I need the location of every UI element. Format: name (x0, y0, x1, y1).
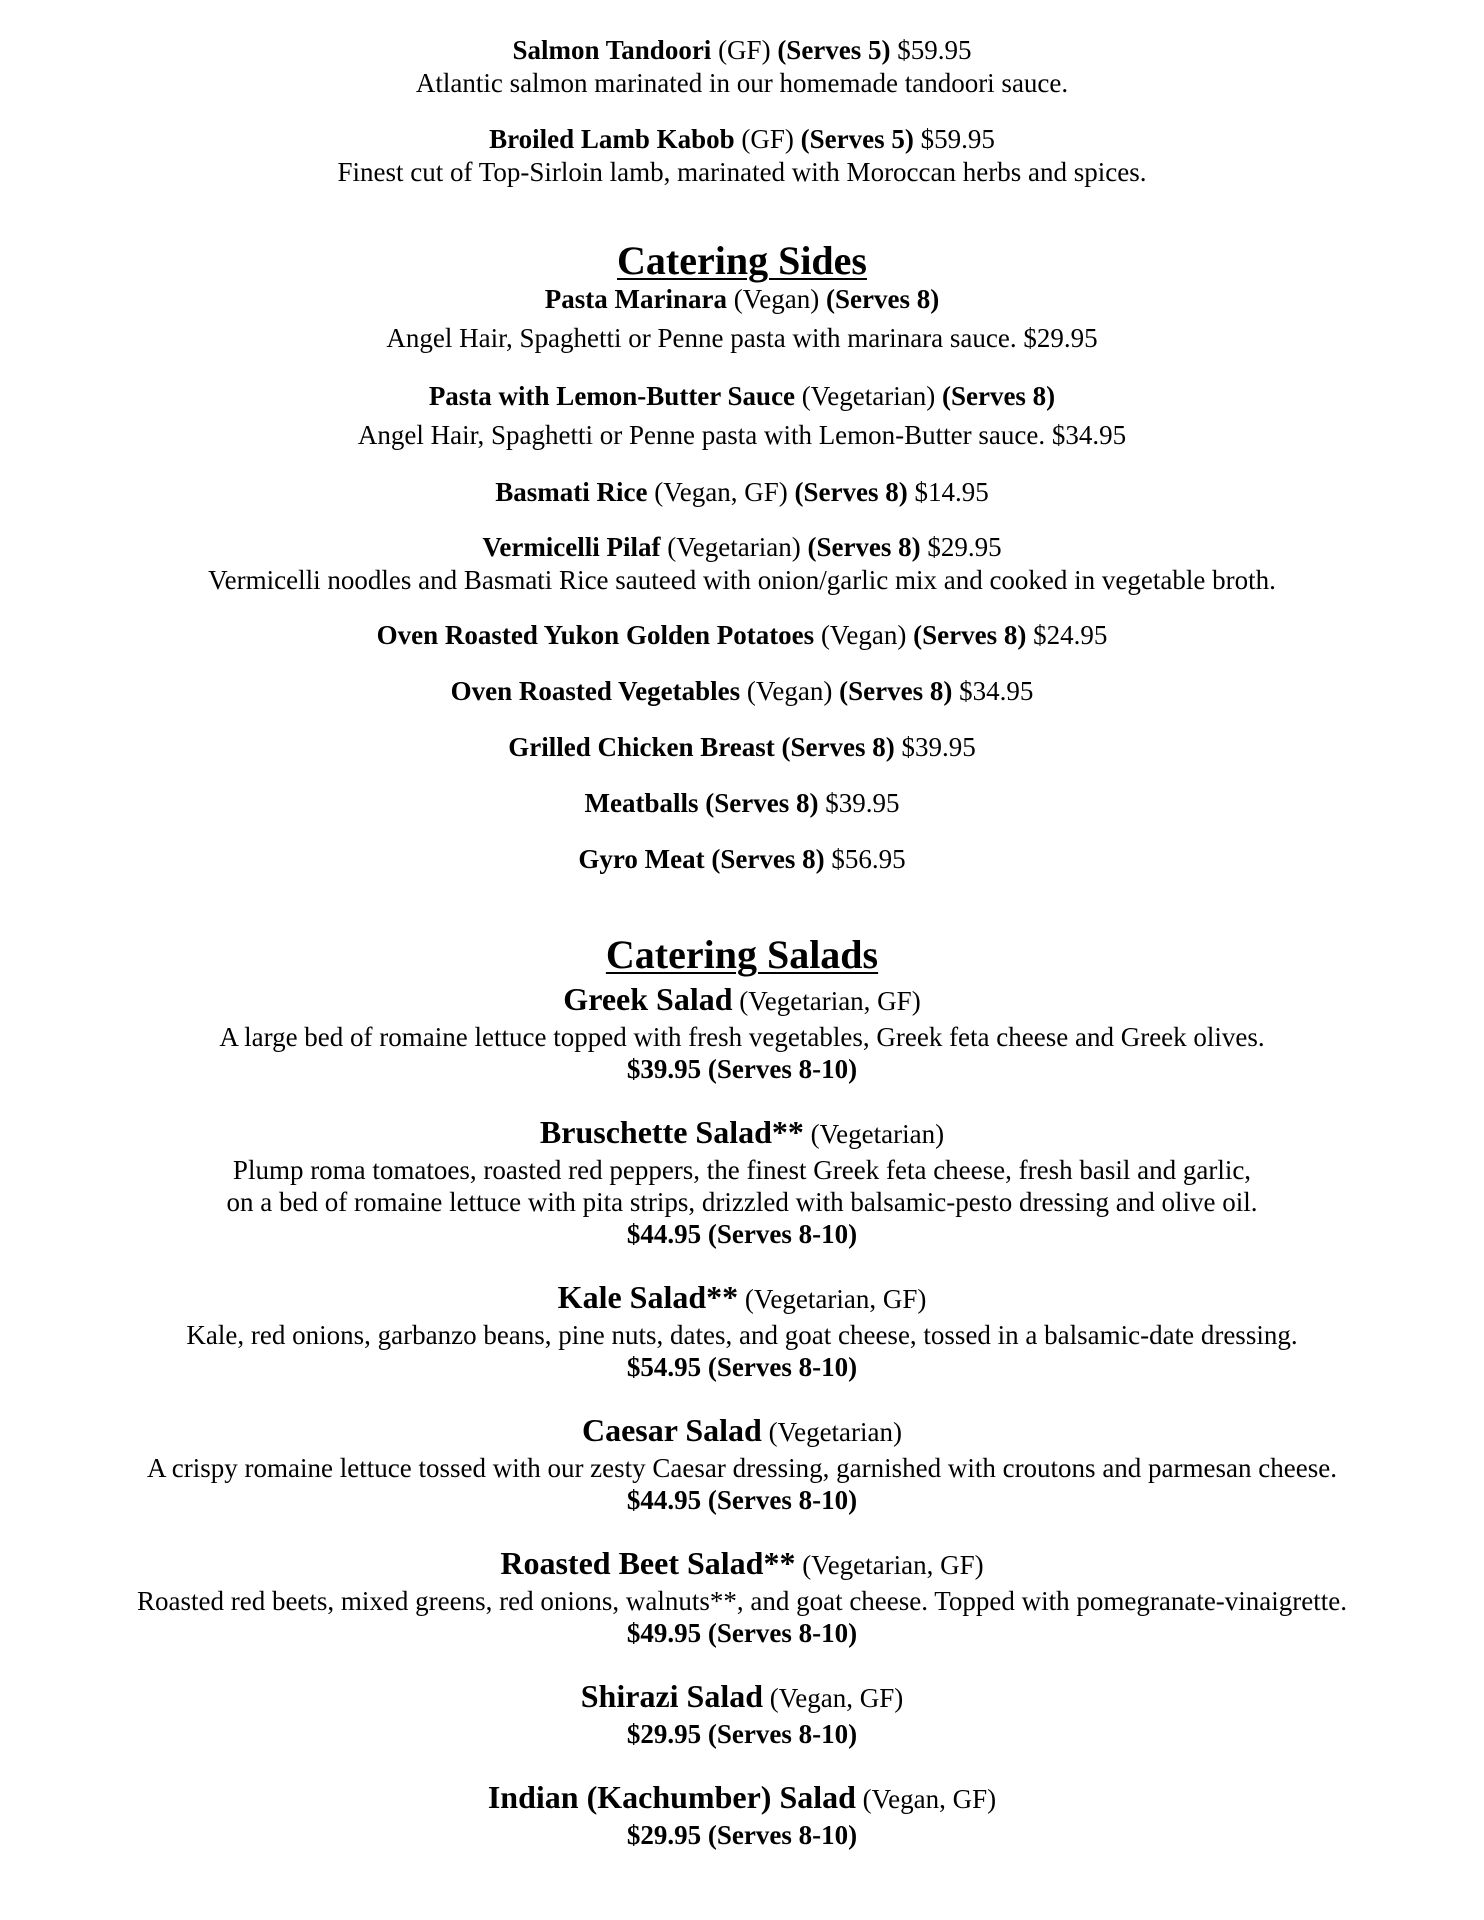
menu-item (0, 1112, 1484, 1250)
item-tags: (Vegan) (740, 676, 840, 706)
item-tags: (Vegan, GF) (647, 477, 795, 507)
menu-item (0, 731, 1484, 764)
item-description: Finest cut of Top-Sirloin lamb, marinated with Moroccan herbs and spices. (337, 157, 1147, 187)
item-serves: (Serves 8) (941, 381, 1056, 411)
item-serves: (Serves 8) (794, 477, 908, 507)
item-description: Atlantic salmon marinated in our homemade tandoori sauce. (415, 68, 1069, 98)
menu-item (0, 675, 1484, 708)
item-price: $54.95 (Serves 8-10) (626, 1352, 858, 1382)
item-serves: (Serves 5) (800, 124, 914, 154)
item-name: Oven Roasted Vegetables (450, 676, 741, 706)
menu-item (0, 123, 1484, 189)
item-price: $29.95 (Serves 8-10) (626, 1719, 858, 1749)
item-price: $34.95 (952, 676, 1034, 706)
item-price: $49.95 (Serves 8-10) (626, 1618, 858, 1648)
item-price: $44.95 (Serves 8-10) (626, 1485, 858, 1515)
item-serves: (Serves 8) (839, 676, 953, 706)
item-name: Grilled Chicken Breast (508, 732, 775, 762)
item-name: Greek Salad (563, 981, 733, 1017)
catering-sides-section (0, 237, 1484, 876)
item-serves: (Serves 8) (705, 788, 819, 818)
item-tags: (Vegetarian, GF) (795, 1550, 984, 1580)
item-name: Roasted Beet Salad** (500, 1545, 796, 1581)
item-description: Angel Hair, Spaghetti or Penne pasta with Lemon-Butter sauce. $34.95 (357, 420, 1127, 450)
item-description: Angel Hair, Spaghetti or Penne pasta with marinara sauce. $29.95 (386, 323, 1098, 353)
section-heading: Catering Sides (617, 238, 867, 283)
item-tags: (Vegetarian) (761, 1417, 903, 1447)
item-tags: (Vegetarian) (803, 1119, 945, 1149)
item-serves: (Serves 8) (807, 532, 921, 562)
item-name: Indian (Kachumber) Salad (487, 1779, 856, 1815)
item-price: $44.95 (Serves 8-10) (626, 1219, 858, 1249)
item-price: $29.95 (Serves 8-10) (626, 1820, 858, 1850)
item-serves: (Serves 8) (711, 844, 825, 874)
menu-item (0, 283, 1484, 355)
menu-item (0, 843, 1484, 876)
item-tags (775, 732, 782, 762)
item-price: $14.95 (907, 477, 989, 507)
menu-item (0, 1777, 1484, 1851)
item-name: Broiled Lamb Kabob (489, 124, 735, 154)
menu-item (0, 531, 1484, 597)
item-tags: (Vegan) (814, 620, 914, 650)
item-tags: (GF) (711, 35, 778, 65)
item-name: Bruschette Salad** (539, 1114, 804, 1150)
item-name: Vermicelli Pilaf (482, 532, 661, 562)
item-name: Gyro Meat (578, 844, 705, 874)
item-tags: (Vegan, GF) (763, 1683, 904, 1713)
section-heading: Catering Salads (605, 932, 879, 977)
item-name: Pasta Marinara (544, 284, 728, 314)
item-name: Meatballs (584, 788, 699, 818)
item-price: $29.95 (920, 532, 1002, 562)
item-price: $39.95 (894, 732, 976, 762)
item-tags: (GF) (734, 124, 801, 154)
item-price: $59.95 (890, 35, 972, 65)
item-tags: (Vegetarian, GF) (738, 1284, 927, 1314)
item-serves: (Serves 8) (781, 732, 895, 762)
item-price: $56.95 (824, 844, 906, 874)
item-tags: (Vegan, GF) (855, 1784, 997, 1814)
menu-item (0, 1543, 1484, 1649)
item-tags: (Vegetarian) (795, 381, 942, 411)
item-name: Oven Roasted Yukon Golden Potatoes (376, 620, 815, 650)
menu-item (0, 476, 1484, 509)
menu-item (0, 979, 1484, 1085)
menu-item (0, 380, 1484, 452)
item-name: Shirazi Salad (580, 1678, 764, 1714)
item-description: on a bed of romaine lettuce with pita strips, drizzled with balsamic-pesto dressing and olive oil. (226, 1187, 1258, 1217)
item-description: Vermicelli noodles and Basmati Rice sauteed with onion/garlic mix and cooked in vegetable broth. (208, 565, 1276, 595)
item-name: Basmati Rice (495, 477, 648, 507)
item-serves: (Serves 8) (825, 284, 940, 314)
menu-item (0, 1676, 1484, 1750)
item-price: $39.95 (818, 788, 900, 818)
item-serves: (Serves 5) (777, 35, 891, 65)
catering-salads-section (0, 931, 1484, 1851)
menu-item (0, 34, 1484, 100)
item-tags: (Vegetarian) (660, 532, 808, 562)
item-serves: (Serves 8) (913, 620, 1027, 650)
item-description: Plump roma tomatoes, roasted red peppers, the finest Greek feta cheese, fresh basil and garlic, (232, 1155, 1252, 1185)
menu-item (0, 619, 1484, 652)
item-name: Caesar Salad (581, 1412, 762, 1448)
menu-item (0, 1410, 1484, 1516)
item-price: $24.95 (1026, 620, 1108, 650)
item-name: Salmon Tandoori (512, 35, 712, 65)
menu-item (0, 1277, 1484, 1383)
item-price: $39.95 (Serves 8-10) (626, 1054, 858, 1084)
item-description: Roasted red beets, mixed greens, red onions, walnuts**, and goat cheese. Topped with pomegranate-vinaigrette. (136, 1586, 1347, 1616)
menu-item (0, 787, 1484, 820)
item-tags: (Vegetarian, GF) (732, 986, 921, 1016)
item-name: Kale Salad** (557, 1279, 739, 1315)
entree-items (0, 34, 1484, 189)
item-tags: (Vegan) (727, 284, 826, 314)
item-price: $59.95 (913, 124, 995, 154)
item-name: Pasta with Lemon-Butter Sauce (428, 381, 796, 411)
item-description: A large bed of romaine lettuce topped with fresh vegetables, Greek feta cheese and Greek olives. (219, 1022, 1265, 1052)
item-description: Kale, red onions, garbanzo beans, pine nuts, dates, and goat cheese, tossed in a balsamic-date dressing. (186, 1320, 1298, 1350)
item-description: A crispy romaine lettuce tossed with our zesty Caesar dressing, garnished with croutons and parmesan cheese. (147, 1453, 1337, 1483)
